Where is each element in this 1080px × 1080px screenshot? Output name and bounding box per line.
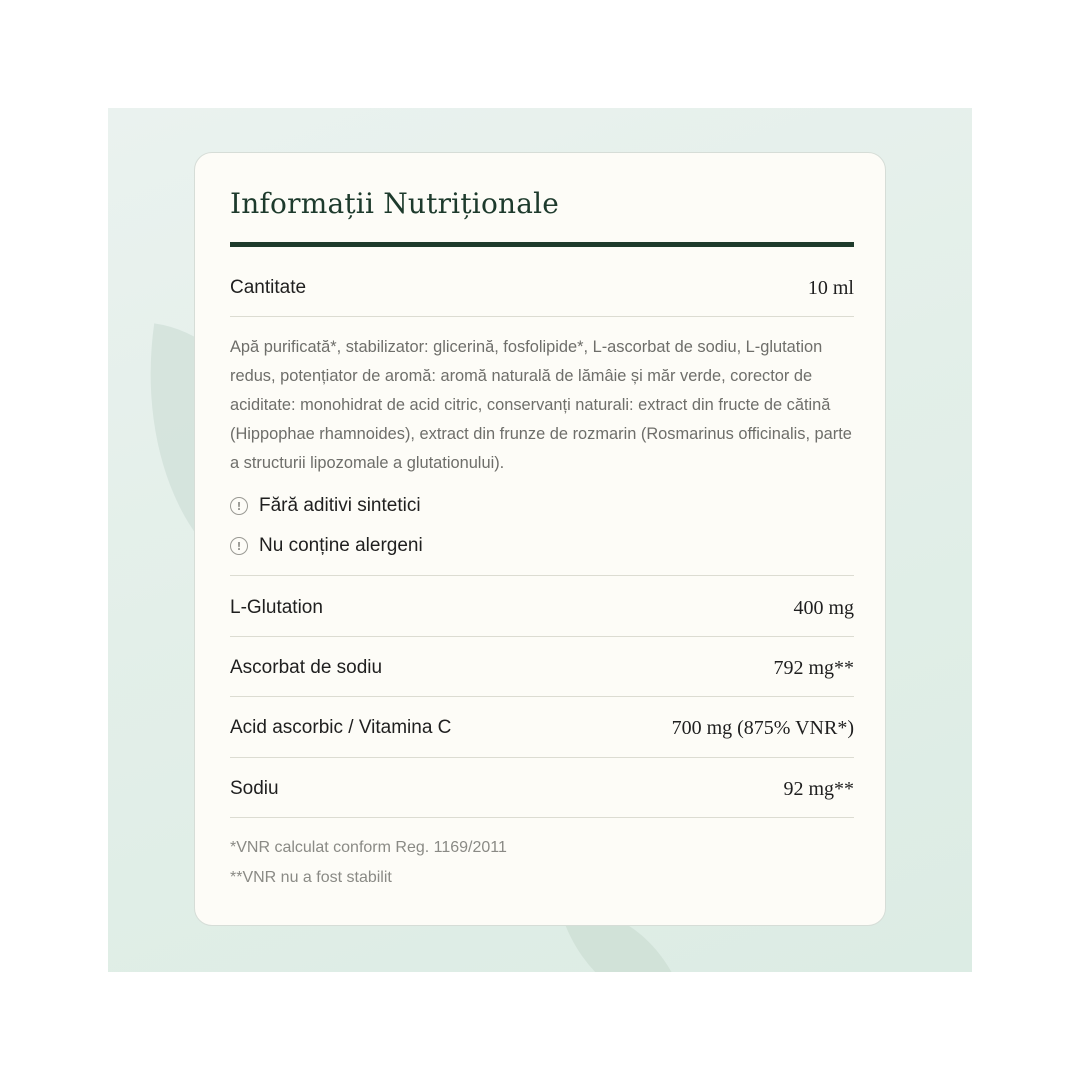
divider [230,757,854,758]
divider [230,316,854,317]
ingredients-text: Apă purificată*, stabilizator: glicerină, fosfolipide*, L-ascorbat de sodiu, L-glutation redus, potențiator de aromă: aromă naturală de lămâie și măr verde, corector de aciditate: monohidrat de acid citric, conservanți naturali: extract din fructe de cătină (Hippophae rhamnoides), extract din frunze de rozmarin (Rosmarinus officinalis, parte a structurii lipozomale a glutationului). [230,338,852,472]
nutrient-row [230,713,854,743]
nutrient-value: 700 mg (875% VNR*) [671,716,854,739]
footnote-vnr: *VNR calculat conform Reg. 1169/2011 [230,839,507,856]
nutrient-label: L-Glutation [230,597,323,618]
badge-label: Fără aditivi sintetici [259,495,421,516]
nutrient-row [230,593,854,623]
title-underline [230,242,854,247]
divider [230,636,854,637]
badge-label: Nu conține alergeni [259,535,423,556]
nutrient-label: Sodiu [230,778,279,799]
quantity-value: 10 ml [807,276,854,299]
nutrition-card [194,152,886,926]
exclamation-circle-icon: ! [230,497,248,515]
nutrient-row [230,774,854,804]
nutrient-label: Ascorbat de sodiu [230,657,383,678]
exclamation-circle-icon: ! [230,537,248,555]
nutrient-row [230,653,854,683]
page-title: Informații Nutriționale [230,187,560,220]
divider [230,575,854,576]
nutrient-value: 92 mg** [783,777,854,800]
nutrient-label: Acid ascorbic / Vitamina C [230,717,452,738]
divider [230,817,854,818]
quantity-row [230,273,854,303]
badge-no-additives [230,493,421,519]
badge-no-allergens [230,533,423,559]
quantity-label: Cantitate [230,277,307,298]
divider [230,696,854,697]
footnote-not-established: **VNR nu a fost stabilit [230,869,392,886]
nutrient-value: 792 mg** [773,656,854,679]
nutrient-value: 400 mg [793,596,854,619]
